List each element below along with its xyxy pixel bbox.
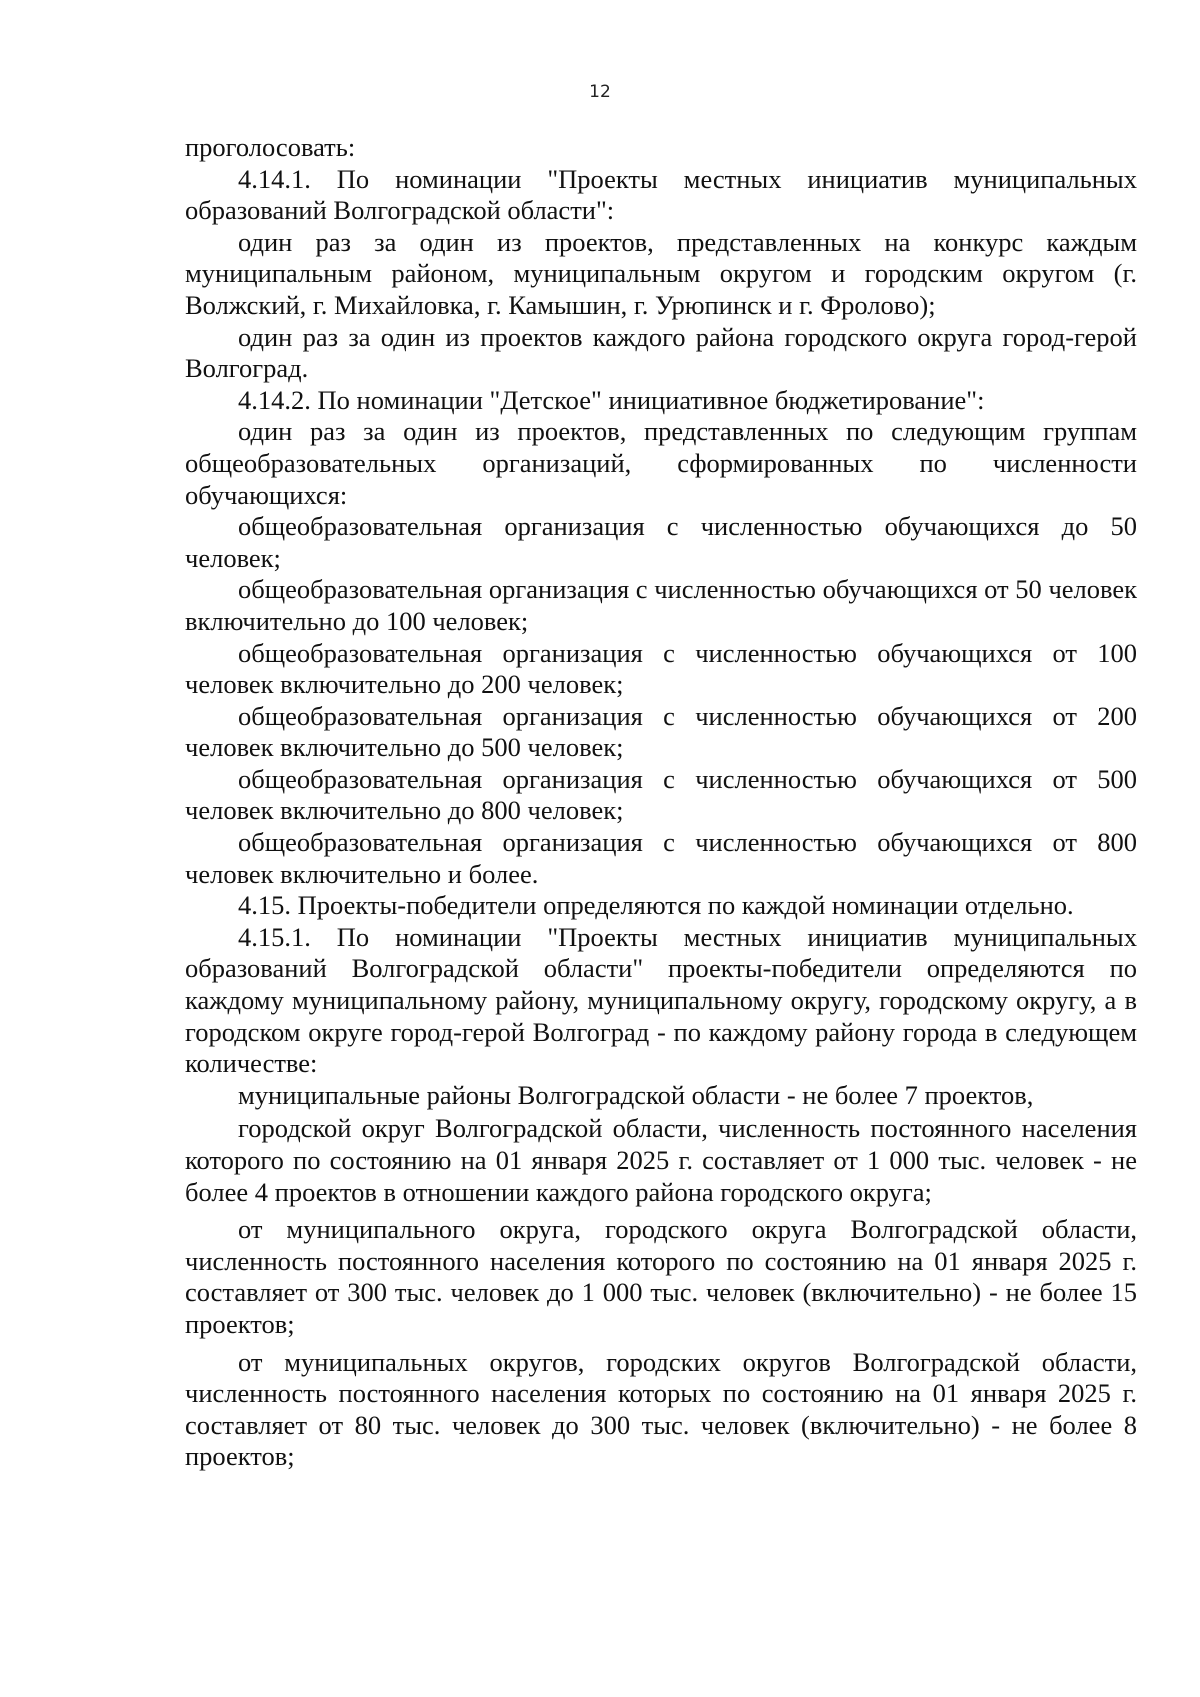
paragraph-municipal-districts: муниципальные районы Волгоградской области - не более 7 проектов, [238,1079,1034,1110]
paragraph-city-80-300: от муниципальных округов, городских округов Волгоградской области, численность постоянного населения которых по состоянию на 01 января 2025 г. составляет от 80 тыс. человек до 300 тыс. человек (включительно) - не более 8 проектов; [185,1346,1137,1472]
page-number: 12 [589,82,611,102]
paragraph-4-15-1: 4.15.1. По номинации "Проекты местных инициатив муниципальных образований Волгоградской области" проекты-победители определяются по каждому муниципальному району, муниципальному округу, городскому округу, а в городском округе город-герой Волгоград - по каждому району города в следующем количестве: [185,921,1137,1079]
paragraph-4-14-1: 4.14.1. По номинации "Проекты местных инициатив муниципальных образований Волгоградской области": [185,163,1137,226]
paragraph-vote-volgograd: один раз за один из проектов каждого района городского округа город-герой Волгоград. [185,321,1137,384]
paragraph-city-over-1000: городской округ Волгоградской области, численность постоянного населения которого по состоянию на 01 января 2025 г. составляет от 1 000 тыс. человек - не более 4 проектов в отношении каждого района городского округа; [185,1113,1137,1207]
paragraph-vote-district: один раз за один из проектов, представленных на конкурс каждым муниципальным районом, муниципальным округом и городским округом (г. Волжский, г. Михайловка, г. Камышин, г. Урюпинск и г. Фролово); [185,226,1137,320]
paragraph-school-group-2: общеобразовательная организация с численностью обучающихся от 50 человек включительно до 100 человек; [185,574,1137,636]
paragraph-continuation: проголосовать: [185,132,356,162]
paragraph-4-15: 4.15. Проекты-победители определяются по каждой номинации отдельно. [238,890,1074,921]
paragraph-school-group-5: общеобразовательная организация с численностью обучающихся от 500 человек включительно до 800 человек; [185,763,1137,826]
paragraph-city-300-1000: от муниципального округа, городского округа Волгоградской области, численность постоянного населения которого по состоянию на 01 января 2025 г. составляет от 300 тыс. человек до 1 000 тыс. человек (включительно) - не более 15 проектов; [185,1214,1137,1339]
paragraph-4-14-2: 4.14.2. По номинации "Детское" инициативное бюджетирование": [238,384,985,415]
paragraph-vote-schools: один раз за один из проектов, представленных по следующим группам общеобразовательных организаций, сформированных по численности обучающихся: [185,416,1137,510]
paragraph-school-group-4: общеобразовательная организация с численностью обучающихся от 200 человек включительно до 500 человек; [185,700,1137,763]
document-body [185,132,1137,1473]
paragraph-school-group-6: общеобразовательная организация с численностью обучающихся от 800 человек включительно и более. [185,827,1137,889]
paragraph-school-group-1: общеобразовательная организация с численностью обучающихся до 50 человек; [185,511,1137,573]
paragraph-school-group-3: общеобразовательная организация с численностью обучающихся от 100 человек включительно до 200 человек; [185,637,1137,700]
